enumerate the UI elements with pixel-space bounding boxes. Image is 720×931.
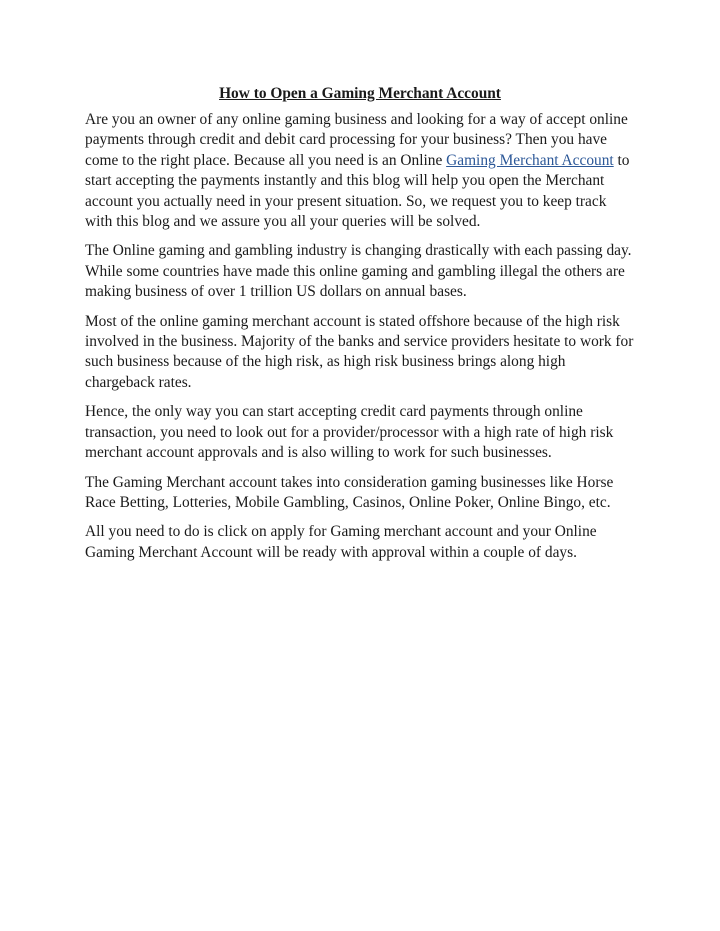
paragraph-intro-text-before: Are you an owner of any online gaming business and looking for a way of accept online payments through credit and debit card processing for your business? Then you have come to the right place. Because all you need is an Online <box>85 111 628 169</box>
document-title: How to Open a Gaming Merchant Account <box>219 85 501 102</box>
paragraph-intro <box>85 110 635 232</box>
paragraph-apply: All you need to do is click on apply for Gaming merchant account and your Online Gaming Merchant Account will be ready with approval within a couple of days. <box>85 523 597 561</box>
paragraph-offshore: Most of the online gaming merchant account is stated offshore because of the high risk involved in the business. Majority of the banks and service providers hesitate to work for such business because of the high risk, as high risk business brings along high chargeback rates. <box>85 312 634 391</box>
document-body <box>85 84 635 572</box>
gaming-merchant-account-link[interactable]: Gaming Merchant Account <box>446 151 614 169</box>
paragraph-provider: Hence, the only way you can start accepting credit card payments through online transaction, you need to look out for a provider/processor with a high rate of high risk merchant account approvals and is also willing to work for such businesses. <box>85 403 614 462</box>
paragraph-intro-text-after: to start accepting the payments instantly and this blog will help you open the Merchant account you actually need in your present situation. So, we request you to keep track with this blog and we assure you all your queries will be solved. <box>85 151 630 231</box>
paragraph-businesses: The Gaming Merchant account takes into consideration gaming businesses like Horse Race Betting, Lotteries, Mobile Gambling, Casinos, Online Poker, Online Bingo, etc. <box>85 473 614 511</box>
paragraph-industry: The Online gaming and gambling industry is changing drastically with each passing day. While some countries have made this online gaming and gambling illegal the others are making business of over 1 trillion US dollars on annual bases. <box>85 242 632 301</box>
